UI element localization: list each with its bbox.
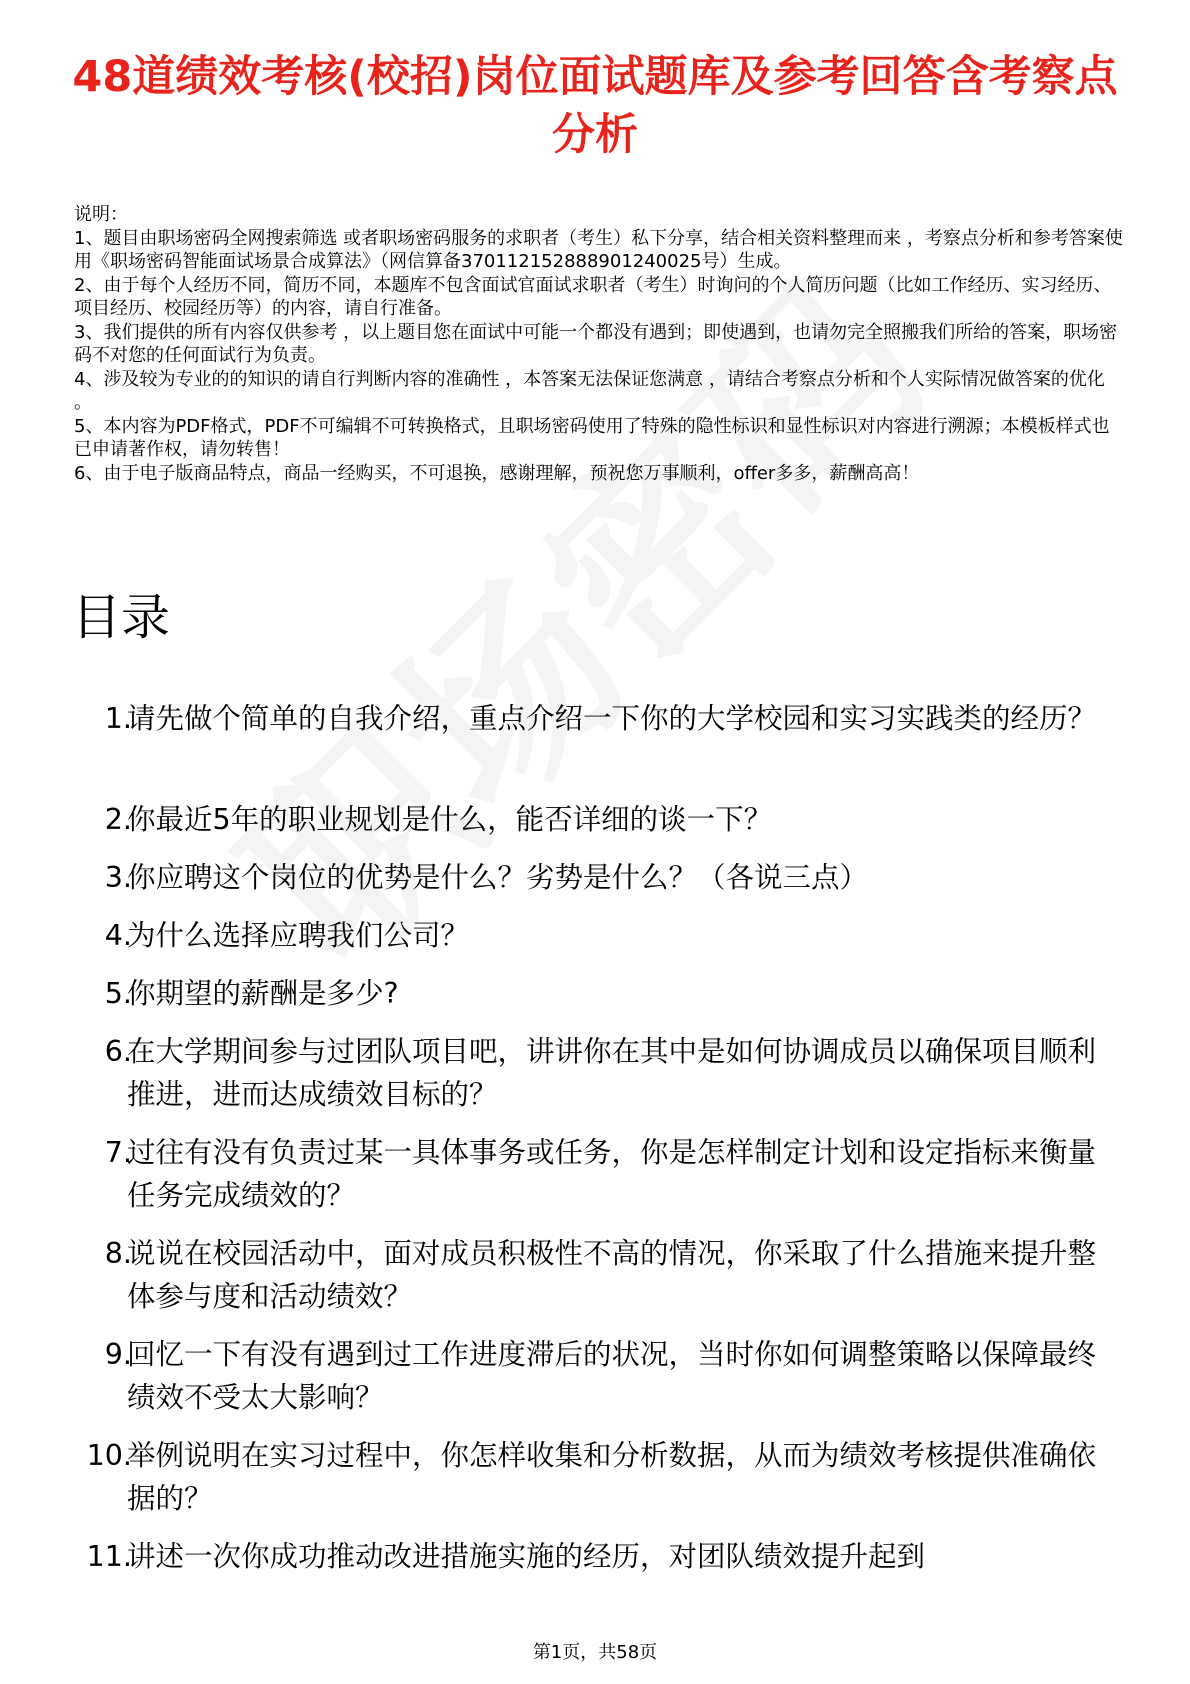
note-item: 4、涉及较为专业的的知识的请自行判断内容的准确性 ，本答案无法保证您满意 ，请结合考察点分析和个人实际情况做答案的优化 。 — [74, 368, 1105, 413]
note-item: 3、我们提供的所有内容仅供参考 ，以上题目您在面试中可能一个都没有遇到；即使遇到，也请勿完全照搬我们所给的答案，职场密码不对您的任何面试行为负责。 — [74, 321, 1118, 366]
question-text: 你最近5年的职业规划是什么，能否详细的谈一下？ — [127, 803, 773, 836]
question-text: 过往有没有负责过某一具体事务或任务，你是怎样制定计划和设定指标来衡量任务完成绩效的？ — [127, 1136, 1097, 1212]
question-number: 6. — [104, 1035, 132, 1068]
question-text: 讲述一次你成功推动改进措施实施的经历，对团队绩效提升起到 — [127, 1540, 926, 1573]
question-number: 9. — [104, 1338, 132, 1371]
notes-heading: 说明： — [74, 204, 128, 225]
toc-heading: 目录 — [72, 589, 171, 646]
note-item: 2、由于每个人经历不同，简历不同，本题库不包含面试官面试求职者（考生）时询问的个人简历问题（比如工作经历、实习经历、项目经历、校园经历等）的内容，请自行准备。 — [74, 274, 1112, 319]
notes-section — [74, 203, 1124, 485]
question-number: 11. — [86, 1540, 132, 1573]
note-item: 6、由于电子版商品特点，商品一经购买，不可退换，感谢理解，预祝您万事顺利，offer多多，薪酬高高！ — [74, 462, 920, 484]
question-number: 5. — [104, 977, 132, 1010]
question-number: 8. — [104, 1237, 132, 1270]
question-text: 你期望的薪酬是多少? — [127, 977, 399, 1010]
question-text: 在大学期间参与过团队项目吧，讲讲你在其中是如何协调成员以确保项目顺利推进，进而达成绩效目标的？ — [127, 1035, 1097, 1111]
question-text: 为什么选择应聘我们公司？ — [127, 919, 470, 952]
document-title: 48道绩效考核(校招)岗位面试题库及参考回答含考察点分析 — [72, 52, 1118, 160]
note-item: 1、题目由职场密码全网搜索筛选 或者职场密码服务的求职者（考生）私下分享，结合相关资料整理而来 ，考察点分析和参考答案使用《职场密码智能面试场景合成算法》（网信算备370112152888901240025号）生成。 — [74, 227, 1123, 272]
question-number: 3. — [104, 861, 132, 894]
question-number: 10. — [86, 1439, 132, 1472]
question-number: 7. — [104, 1136, 132, 1169]
question-text: 举例说明在实习过程中，你怎样收集和分析数据，从而为绩效考核提供准确依据的？ — [127, 1439, 1097, 1515]
question-text: 说说在校园活动中，面对成员积极性不高的情况，你采取了什么措施来提升整体参与度和活动绩效？ — [127, 1237, 1097, 1313]
question-text: 回忆一下有没有遇到过工作进度滞后的状况，当时你如何调整策略以保障最终绩效不受太大影响？ — [127, 1338, 1097, 1414]
question-number: 2. — [104, 803, 132, 836]
question-text: 请先做个简单的自我介绍，重点介绍一下你的大学校园和实习实践类的经历？ — [127, 702, 1097, 735]
page-footer: 第1页，共58页 — [532, 1642, 658, 1663]
question-text: 你应聘这个岗位的优势是什么？劣势是什么？（各说三点） — [127, 861, 869, 894]
question-number: 4. — [104, 919, 132, 952]
note-item: 5、本内容为PDF格式，PDF不可编辑不可转换格式，且职场密码使用了特殊的隐性标识和显性标识对内容进行溯源；本模板样式也已申请著作权，请勿转售！ — [74, 415, 1110, 460]
question-number: 1. — [104, 702, 132, 735]
